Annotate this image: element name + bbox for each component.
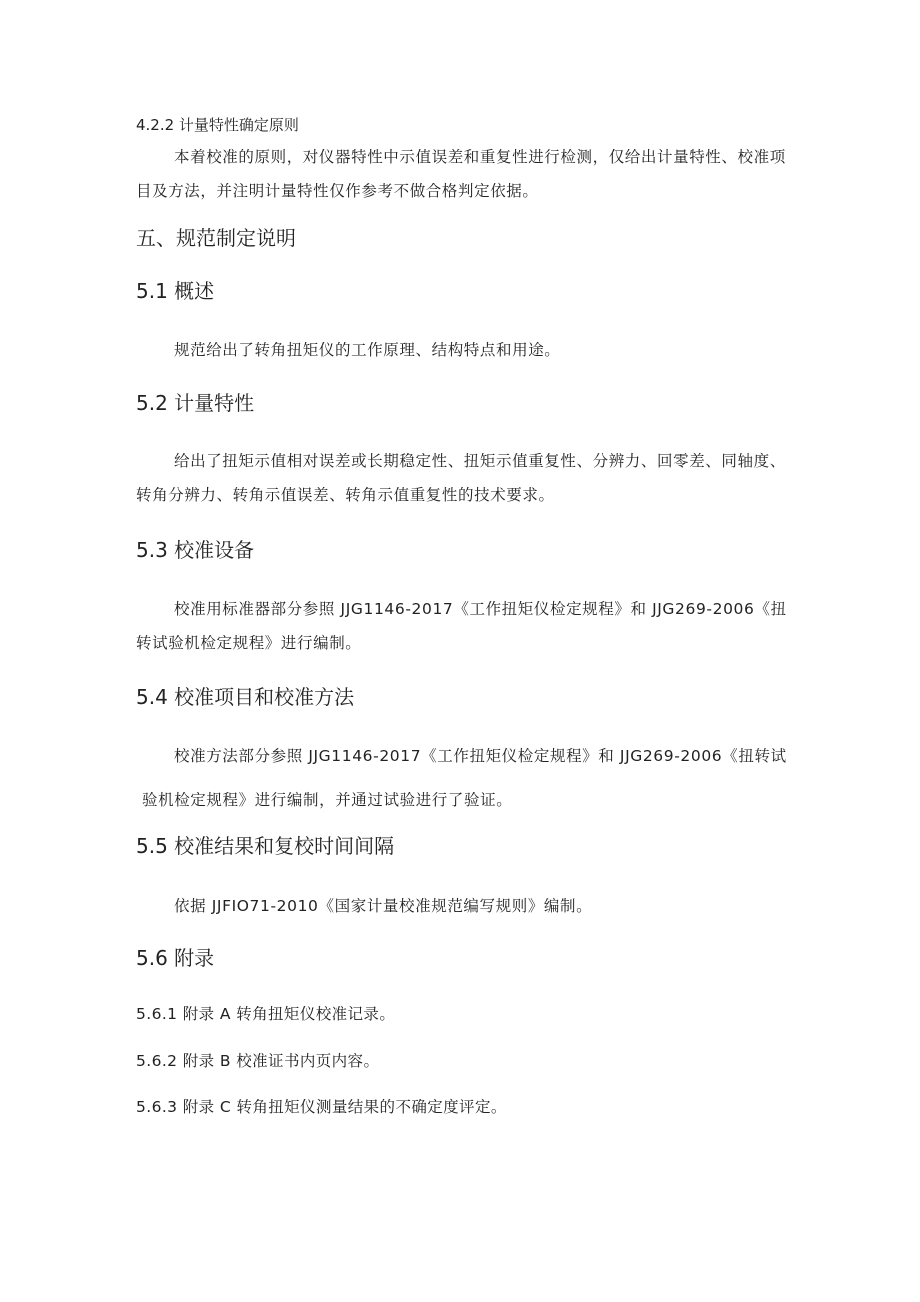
section-5-4-paragraph <box>136 739 788 817</box>
section-5-2-paragraph: 给出了扭矩示值相对误差或长期稳定性、扭矩示值重复性、分辨力、回零差、同轴度、转角分辨力、转角示值误差、转角示值重复性的技术要求。 <box>136 452 786 504</box>
section-4-2-2-paragraph: 本着校准的原则，对仪器特性中示值误差和重复性进行检测，仅给出计量特性、校准项目及方法，并注明计量特性仅作参考不做合格判定依据。 <box>136 148 786 200</box>
section-5-5-paragraph: 依据 JJFIO71-2010《国家计量校准规范编写规则》编制。 <box>174 897 593 915</box>
section-5-1-paragraph: 规范给出了转角扭矩仪的工作原理、结构特点和用途。 <box>174 341 561 359</box>
section-5-4-line-1: 校准方法部分参照 JJG1146-2017《工作扭矩仪检定规程》和 JJG269-2006《扭转试 <box>174 747 787 765</box>
section-5-3-paragraph: 校准用标准器部分参照 JJG1146-2017《工作扭矩仪检定规程》和 JJG269-2006《扭转试验机检定规程》进行编制。 <box>136 600 787 652</box>
section-5-6-heading: 5.6 附录 <box>136 946 215 970</box>
appendix-a-item: 5.6.1 附录 A 转角扭矩仪校准记录。 <box>136 1005 396 1023</box>
appendix-b-item: 5.6.2 附录 B 校准证书内页内容。 <box>136 1052 380 1070</box>
section-5-5-heading: 5.5 校准结果和复校时间间隔 <box>136 834 395 858</box>
section-5-4-line-2: 验机检定规程》进行编制，并通过试验进行了验证。 <box>142 791 513 809</box>
appendix-c-item: 5.6.3 附录 C 转角扭矩仪测量结果的不确定度评定。 <box>136 1098 507 1116</box>
section-5-3-heading: 5.3 校准设备 <box>136 538 255 562</box>
section-5-4-heading: 5.4 校准项目和校准方法 <box>136 685 355 709</box>
section-4-2-2-heading: 4.2.2 计量特性确定原则 <box>136 116 299 134</box>
chapter-5-heading: 五、规范制定说明 <box>136 226 296 250</box>
section-5-2-heading: 5.2 计量特性 <box>136 391 255 415</box>
section-5-1-heading: 5.1 概述 <box>136 279 215 303</box>
